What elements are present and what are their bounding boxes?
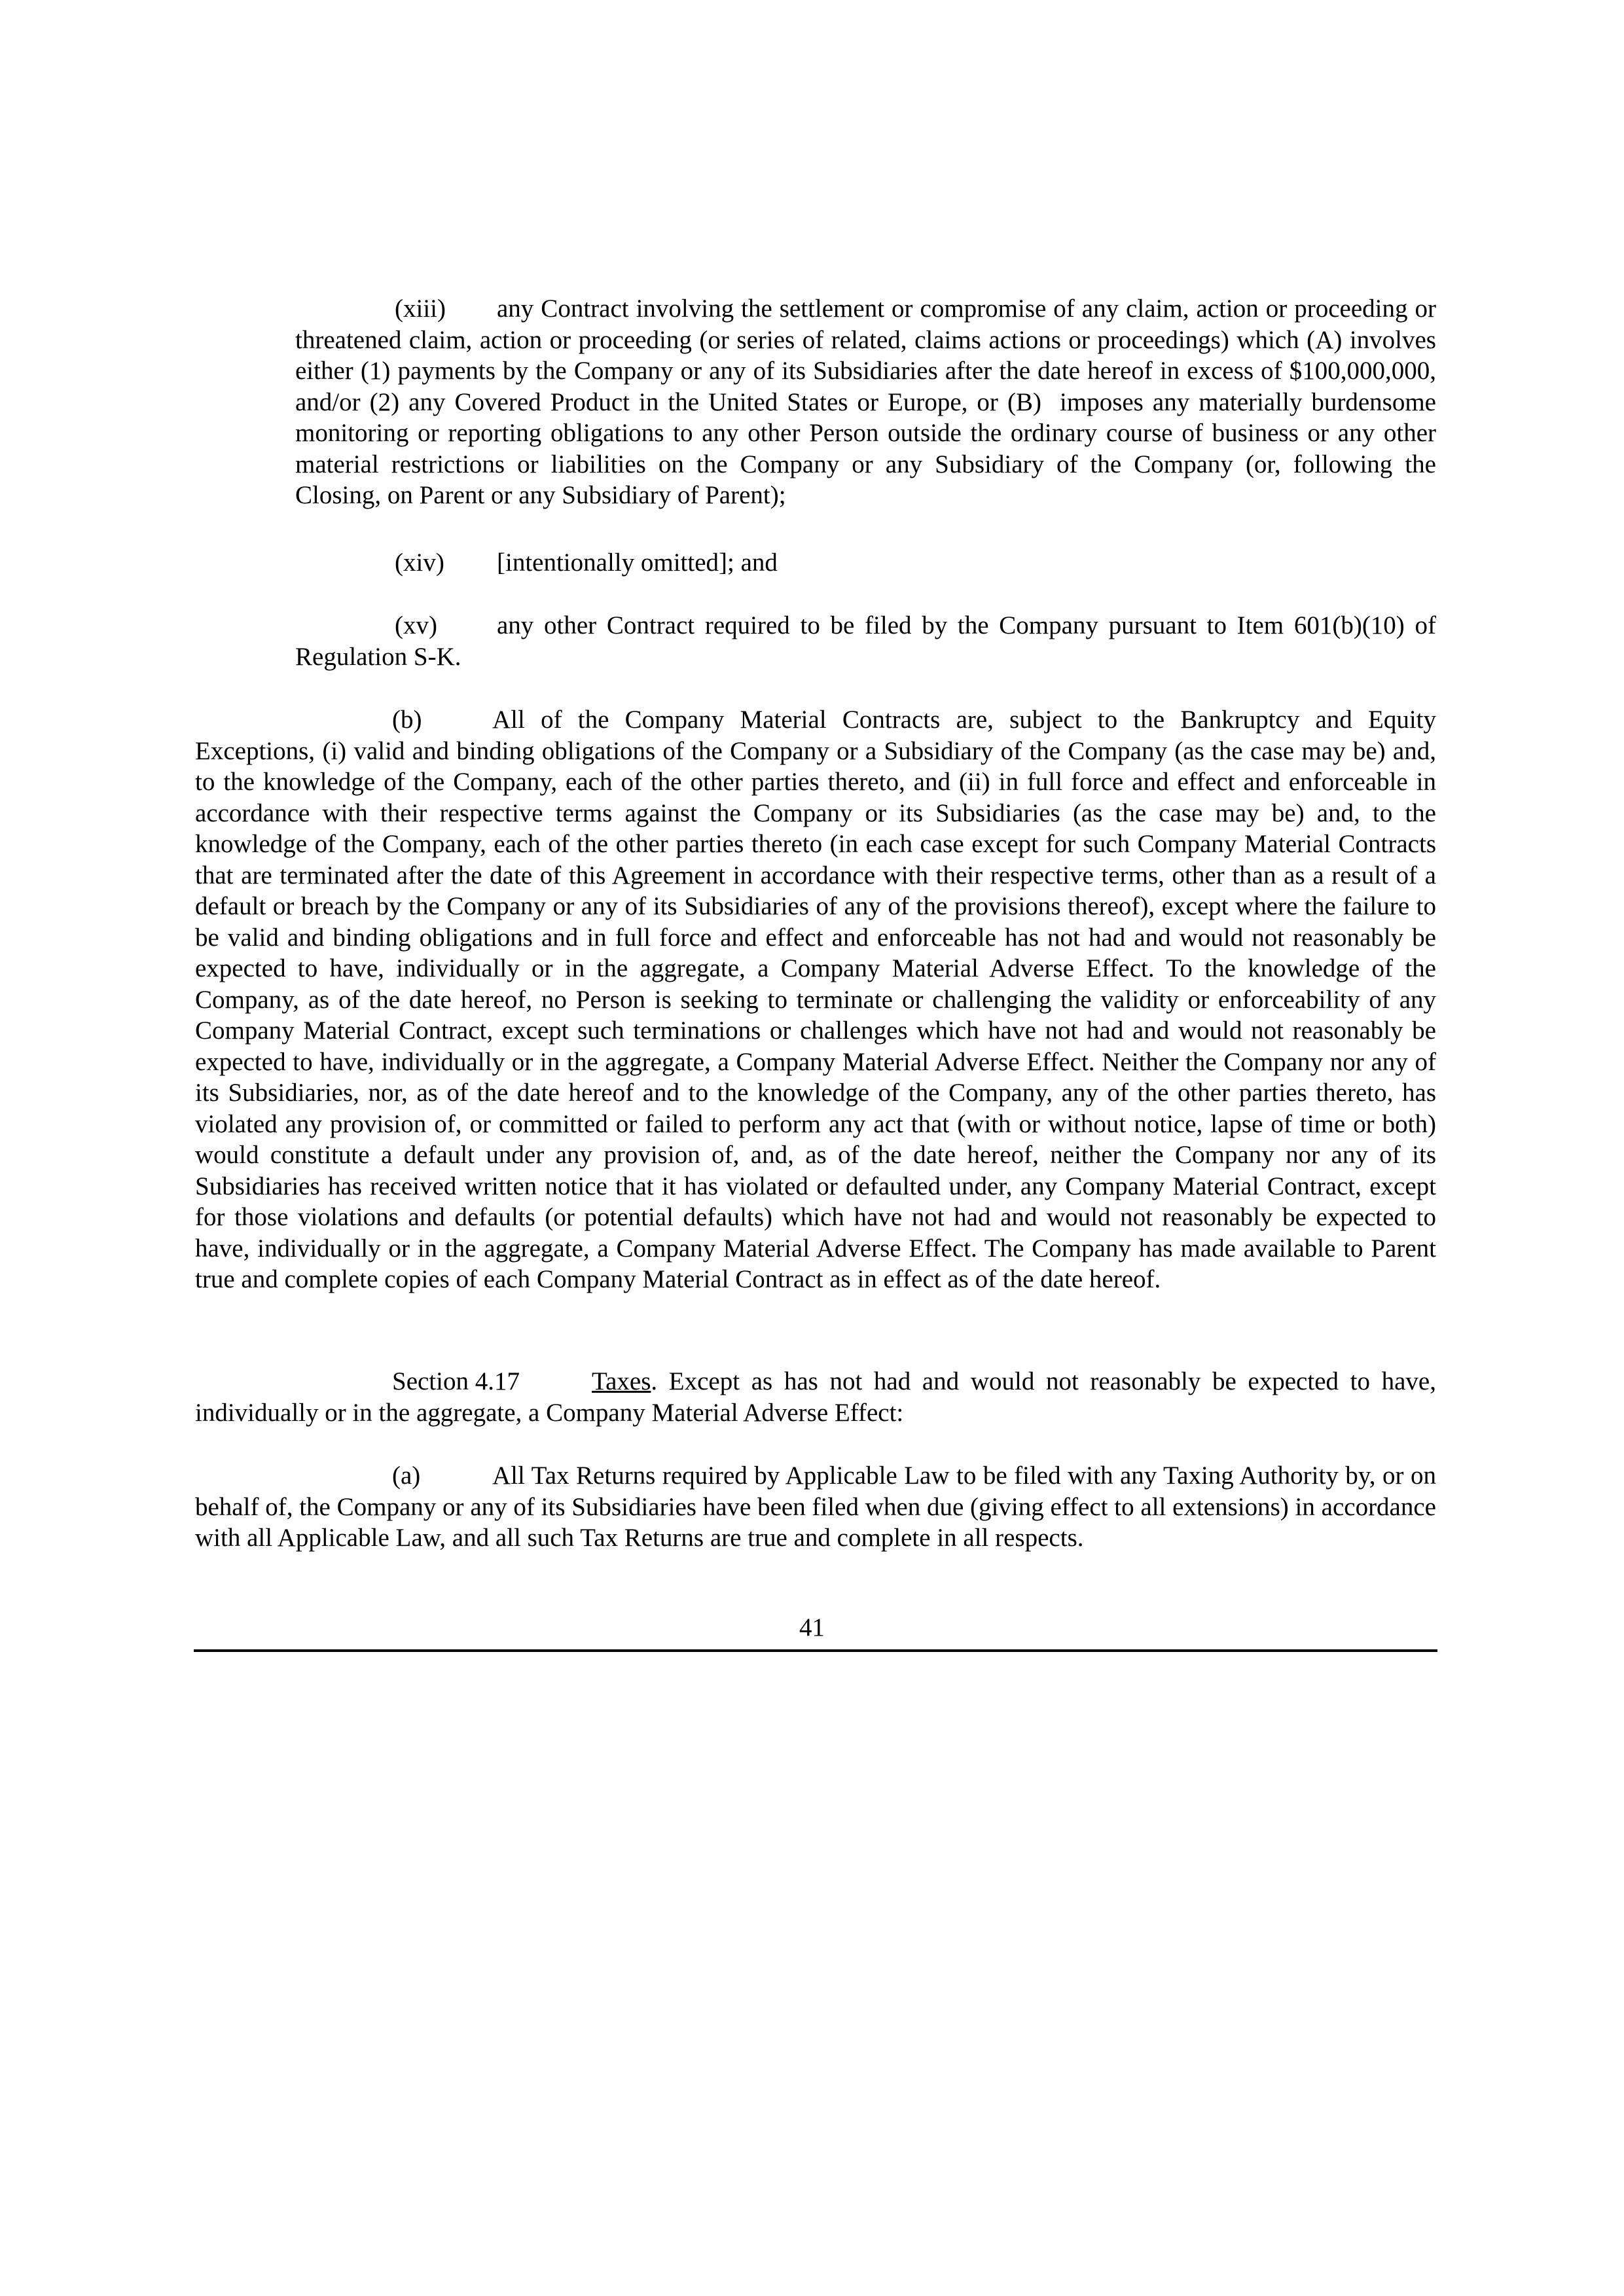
- section-number: Section 4.17: [392, 1367, 520, 1395]
- section-4-17: [195, 1366, 1436, 1428]
- section-title: Taxes: [592, 1367, 651, 1395]
- clause-xiv: [295, 547, 1436, 579]
- page-number: 41: [799, 1613, 825, 1641]
- clause-text: any Contract involving the settlement or compromise of any claim, action or proceeding or threatened claim, action or proceeding (or series of related, claims actions or proceedings) which (A) involves either (1) payments by the Company or any of its Subsidiaries after the date hereof in excess of $100,000,000, and/or (2) any Covered Product in the United States or Europe, or (B) imposes any materially burdensome monitoring or reporting obligations to any other Person outside the ordinary course of business or any other material restrictions or liabilities on the Company or any Subsidiary of the Company (or, following the Closing, on Parent or any Subsidiary of Parent);: [295, 295, 1436, 509]
- clause-xiii: [295, 293, 1436, 511]
- clause-xv: [295, 610, 1436, 672]
- footer-rule: [194, 1649, 1437, 1652]
- clause-number: (xv): [395, 611, 437, 639]
- paragraph-b: [195, 704, 1436, 1295]
- clause-number: (xiii): [395, 295, 446, 323]
- clause-text: [intentionally omitted]; and: [497, 548, 778, 577]
- paragraph-number: (b): [392, 706, 422, 734]
- section-intro: . Except as has not had and would not reasonably be expected to have, individually or in the aggregate, a Company Material Adverse Effect:: [195, 1367, 1436, 1427]
- clause-text: any other Contract required to be filed by the Company pursuant to Item 601(b)(10) of Regulation S-K.: [295, 611, 1436, 671]
- paragraph-text: All of the Company Material Contracts are, subject to the Bankruptcy and Equity Exceptions, (i) valid and binding obligations of the Company or a Subsidiary of the Company (as the case may be) and, to the knowledge of the Company, each of the other parties thereto, and (ii) in full force and effect and enforceable in accordance with their respective terms against the Company or its Subsidiaries (as the case may be) and, to the knowledge of the Company, each of the other parties thereto (in each case except for such Company Material Contracts that are terminated after the date of this Agreement in accordance with their respective terms, other than as a result of a default or breach by the Company or any of its Subsidiaries of any of the provisions thereof), except where the failure to be valid and binding obligations and in full force and effect and enforceable has not had and would not reasonably be expected to have, individually or in the aggregate, a Company Material Adverse Effect. To the knowledge of the Company, as of the date hereof, no Person is seeking to terminate or challenging the validity or enforceability of any Company Material Contract, except such terminations or challenges which have not had and would not reasonably be expected to have, individually or in the aggregate, a Company Material Adverse Effect. Neither the Company nor any of its Subsidiaries, nor, as of the date hereof and to the knowledge of the Company, any of the other parties thereto, has violated any provision of, or committed or failed to perform any act that (with or without notice, lapse of time or both) would constitute a default under any provision of, and, as of the date hereof, neither the Company nor any of its Subsidiaries has received written notice that it has violated or defaulted under, any Company Material Contract, except for those violations and defaults (or potential defaults) which have not had and would not reasonably be expected to have, individually or in the aggregate, a Company Material Adverse Effect. The Company has made available to Parent true and complete copies of each Company Material Contract as in effect as of the date hereof.: [195, 706, 1436, 1293]
- paragraph-number: (a): [392, 1462, 421, 1490]
- paragraph-text: All Tax Returns required by Applicable Law to be filed with any Taxing Authority by, or on behalf of, the Company or any of its Subsidiaries have been filed when due (giving effect to all extensions) in accordance with all Applicable Law, and all such Tax Returns are true and complete in all respects.: [195, 1462, 1436, 1552]
- clause-number: (xiv): [395, 548, 444, 577]
- paragraph-a: [195, 1460, 1436, 1554]
